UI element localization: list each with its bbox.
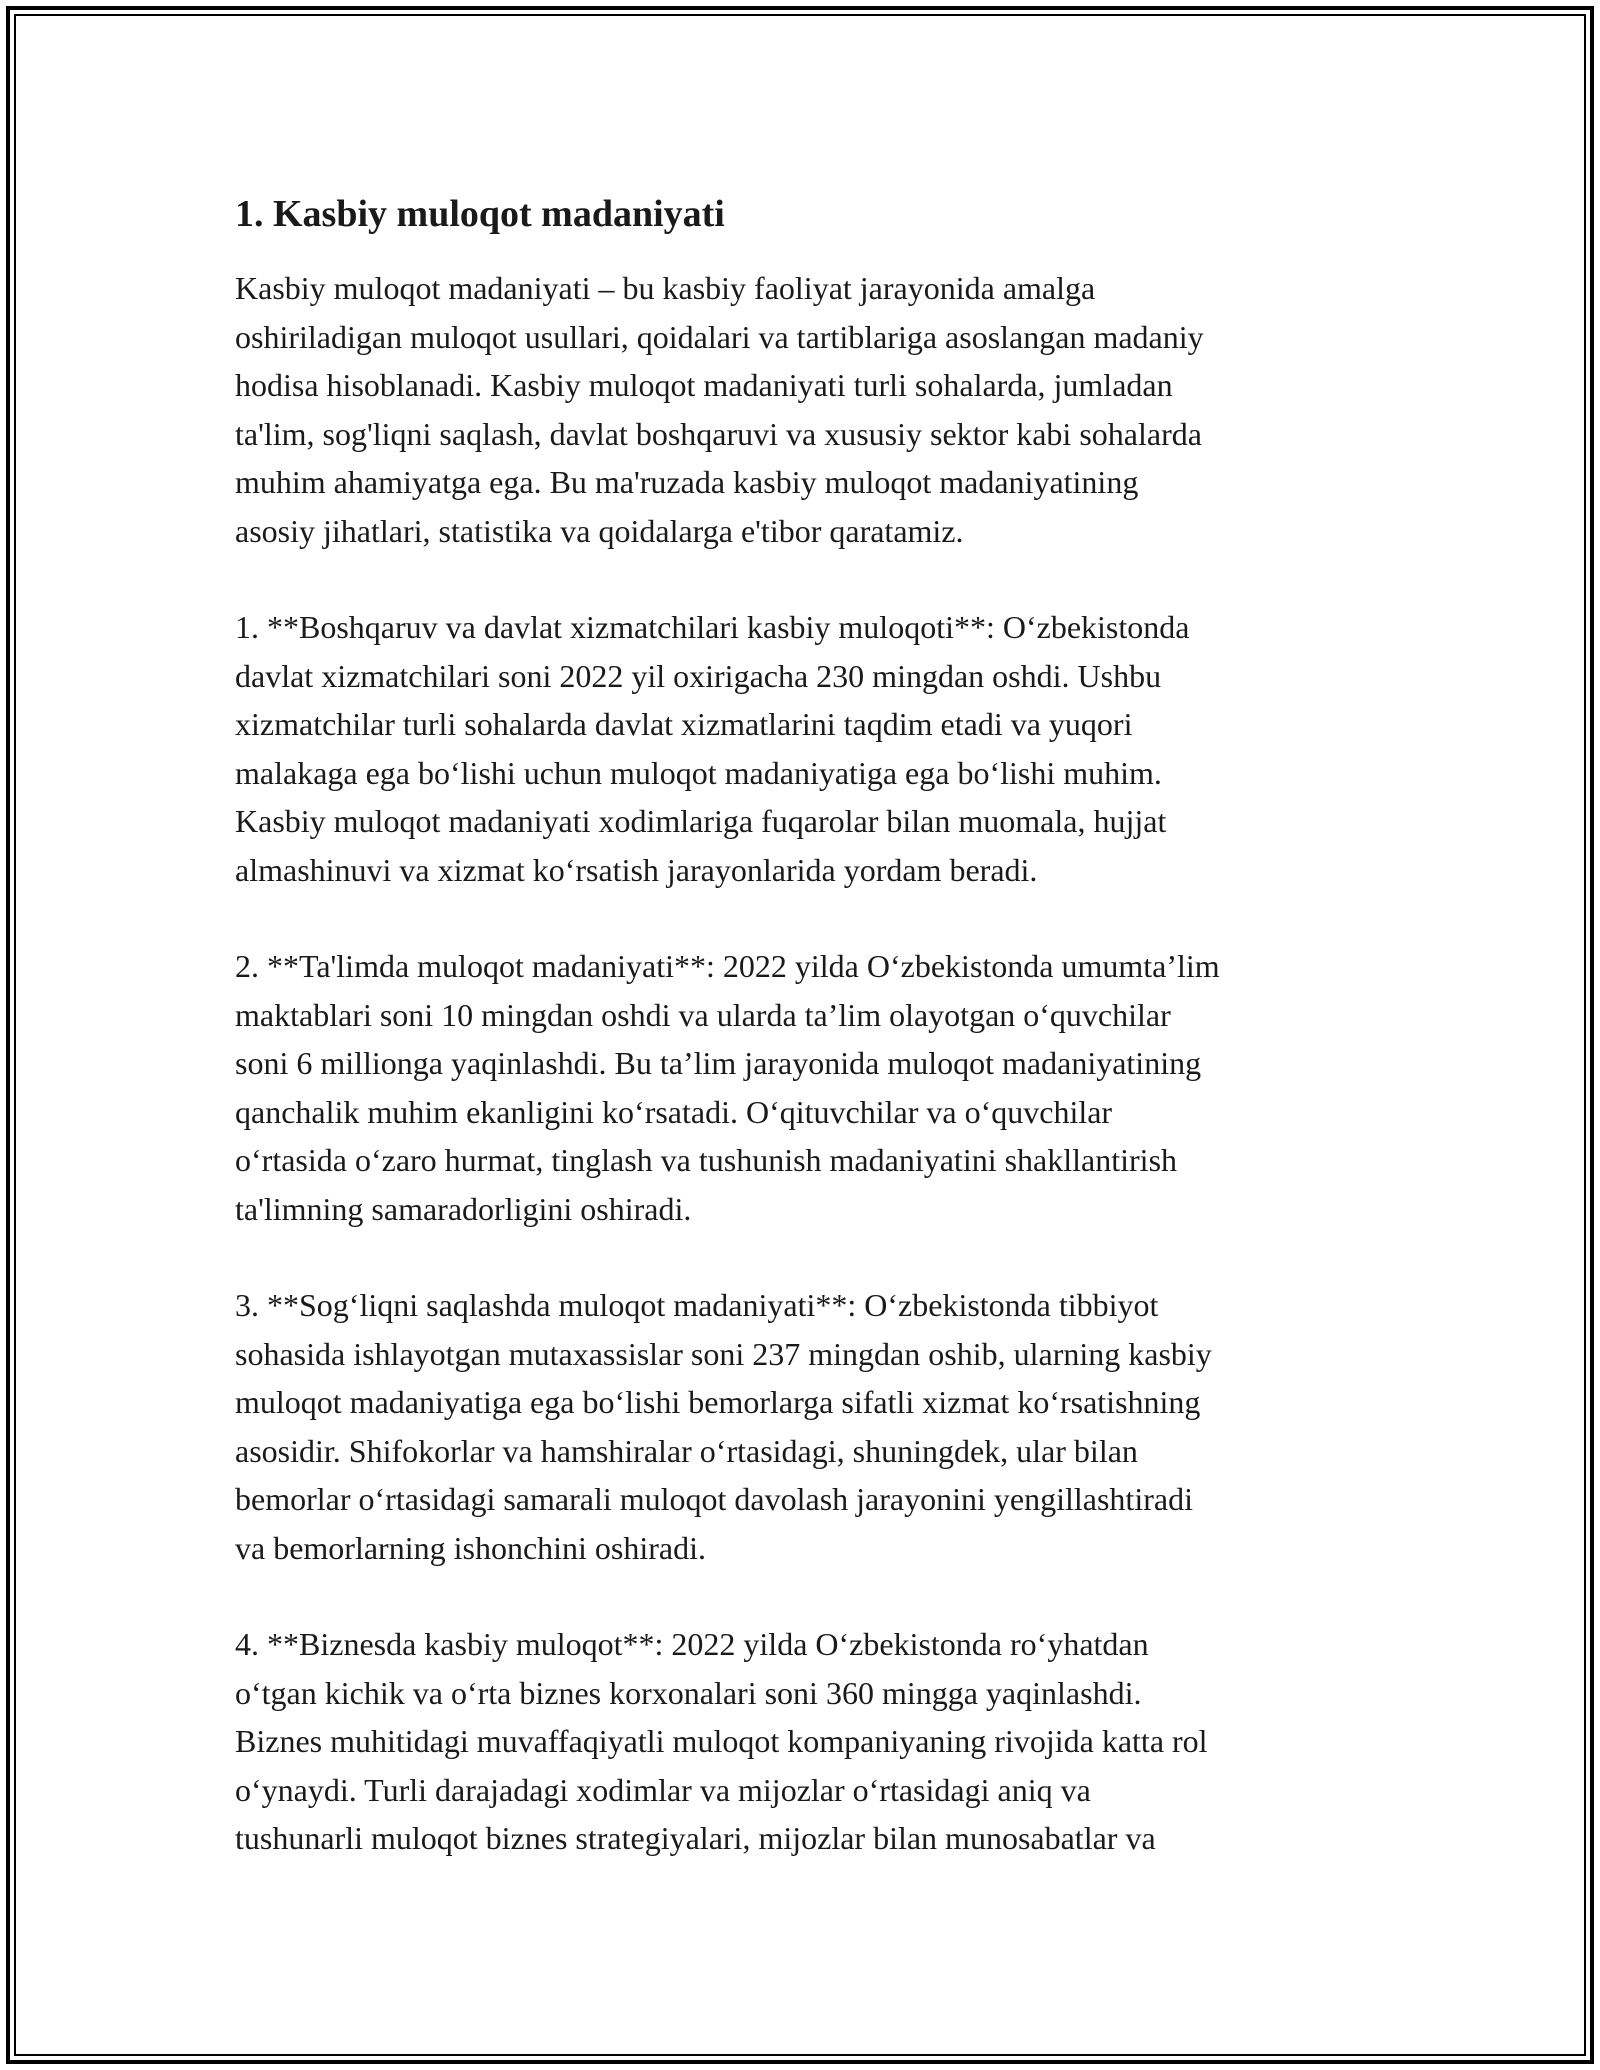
paragraph-business: 4. **Biznesda kasbiy muloqot**: 2022 yilda O‘zbekistonda ro‘yhatdan o‘tgan kichik va o‘rta biznes korxonalari soni 360 mingga yaqinlashdi. Biznes muhitidagi muvaffaqiyatli muloqot kompaniyaning rivojida katta rol o‘ynaydi. Turli darajadagi xodimlar va mijozlar o‘rtasidagi aniq va tushunarli muloqot biznes strategiyalari, mijozlar bilan munosabatlar va	[235, 1626, 1208, 1856]
paragraph-government-officials: 1. **Boshqaruv va davlat xizmatchilari kasbiy muloqoti**: O‘zbekistonda davlat xizmatchilari soni 2022 yil oxirigacha 230 mingdan oshdi. Ushbu xizmatchilar turli sohalarda davlat xizmatlarini taqdim etadi va yuqori malakaga ega bo‘lishi uchun muloqot madaniyatiga ega bo‘lishi muhim. Kasbiy muloqot madaniyati xodimlariga fuqarolar bilan muomala, hujjat almashinuvi va xizmat ko‘rsatish jarayonlarida yordam beradi.	[235, 609, 1190, 888]
section-heading: 1. Kasbiy muloqot madaniyati	[235, 193, 725, 235]
document-body	[235, 186, 1375, 1863]
paragraph-healthcare: 3. **Sog‘liqni saqlashda muloqot madaniyati**: O‘zbekistonda tibbiyot sohasida ishlayotgan mutaxassislar soni 237 mingdan oshib, ularning kasbiy muloqot madaniyatiga ega bo‘lishi bemorlarga sifatli xizmat ko‘rsatishning asosidir. Shifokorlar va hamshiralar o‘rtasidagi, shuningdek, ular bilan bemorlar o‘rtasidagi samarali muloqot davolash jarayonini yengillashtiradi va bemorlarning ishonchini oshiradi.	[235, 1287, 1212, 1566]
paragraph-education: 2. **Ta'limda muloqot madaniyati**: 2022 yilda O‘zbekistonda umumta’lim maktablari soni 10 mingdan oshdi va ularda ta’lim olayotgan o‘quvchilar soni 6 millionga yaqinlashdi. Bu ta’lim jarayonida muloqot madaniyatining qanchalik muhim ekanligini ko‘rsatadi. O‘qituvchilar va o‘quvchilar o‘rtasida o‘zaro hurmat, tinglash va tushunish madaniyatini shakllantirish ta'limning samaradorligini oshiradi.	[235, 948, 1220, 1227]
intro-paragraph: Kasbiy muloqot madaniyati – bu kasbiy faoliyat jarayonida amalga oshiriladigan muloqot usullari, qoidalari va tartiblariga asoslangan madaniy hodisa hisoblanadi. Kasbiy muloqot madaniyati turli sohalarda, jumladan ta'lim, sog'liqni saqlash, davlat boshqaruvi va xususiy sektor kabi sohalarda muhim ahamiyatga ega. Bu ma'ruzada kasbiy muloqot madaniyatining asosiy jihatlari, statistika va qoidalarga e'tibor qaratamiz.	[235, 270, 1204, 549]
